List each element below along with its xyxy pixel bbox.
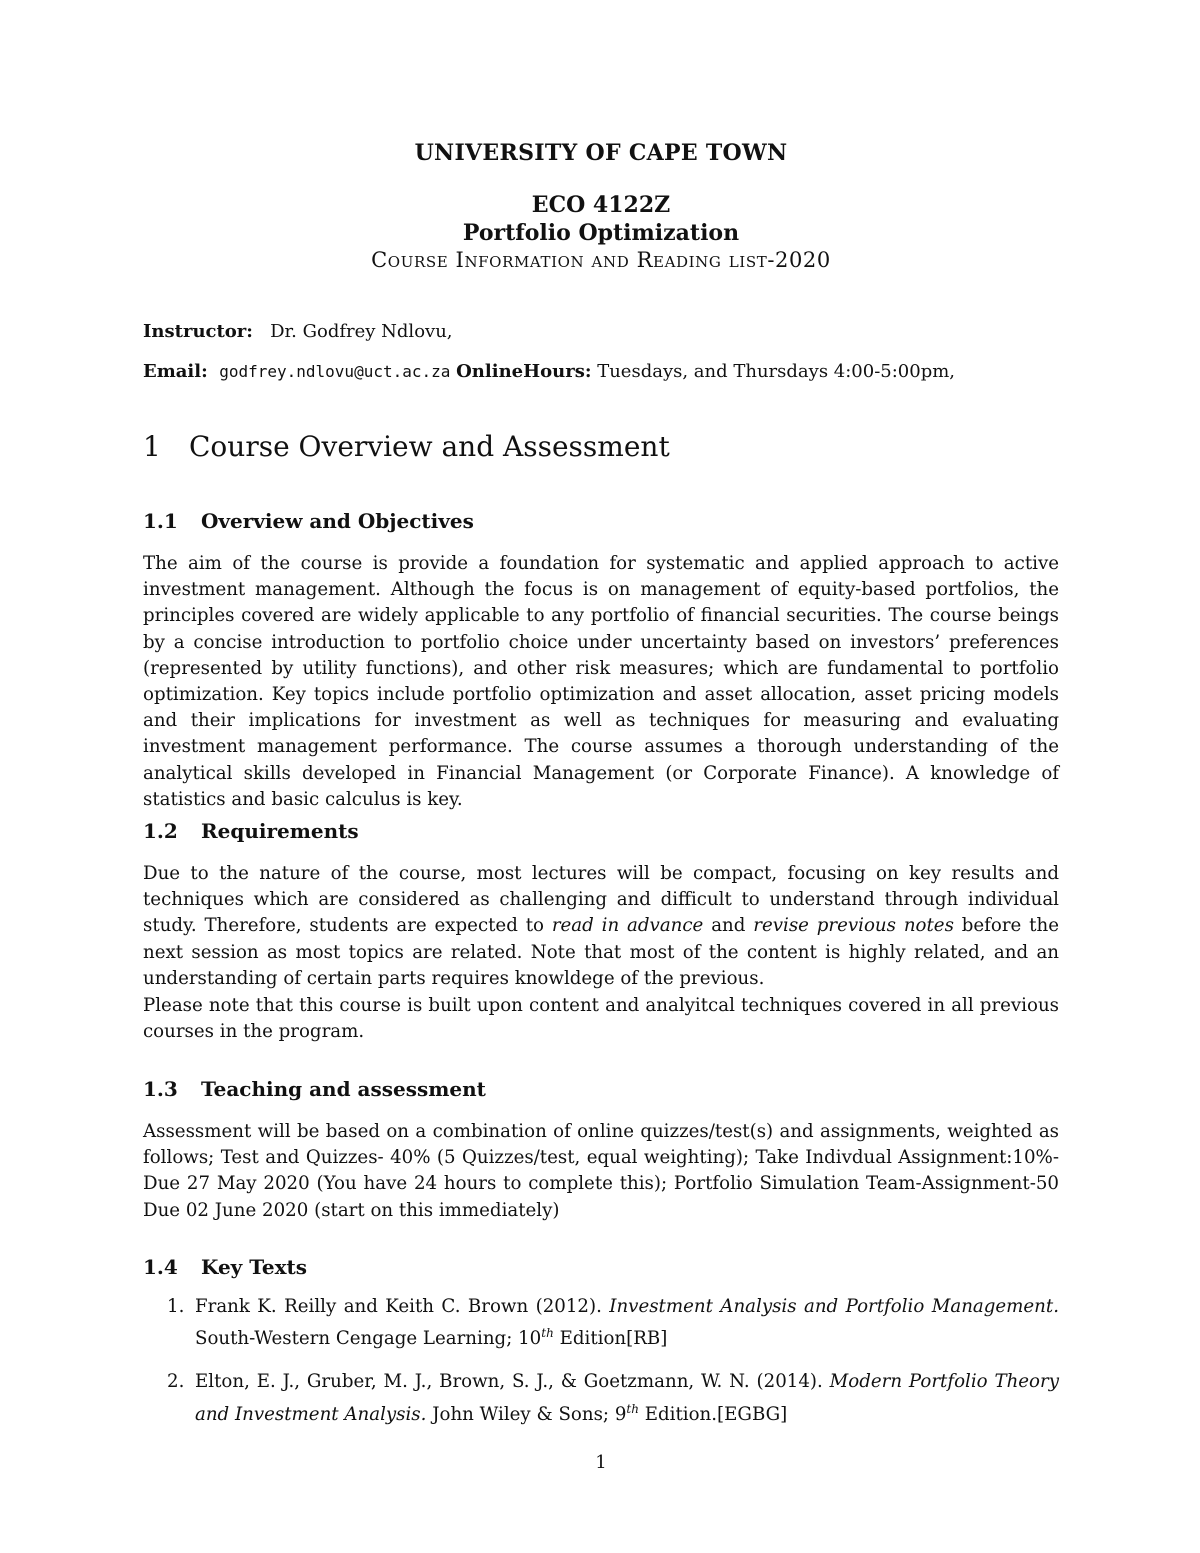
subsection-1-3-heading xyxy=(143,1077,486,1101)
subsection-number: 1.1 xyxy=(143,509,178,533)
instructor-label: Instructor: xyxy=(143,321,253,342)
subsection-number: 1.2 xyxy=(143,819,178,843)
subsection-title: Requirements xyxy=(201,819,359,843)
instructor-line xyxy=(143,321,453,342)
subsection-title: Teaching and assessment xyxy=(201,1077,486,1101)
subsection-1-4-heading xyxy=(143,1255,307,1279)
subsection-1-1-heading xyxy=(143,509,474,533)
document-subtitle: Course Information and Reading list-2020 xyxy=(371,248,831,272)
page-number: 1 xyxy=(595,1452,607,1473)
email-label: Email: xyxy=(143,361,208,382)
key-texts-list xyxy=(143,1294,1059,1428)
subsection-title: Key Texts xyxy=(201,1255,307,1279)
reference-item: 2. Elton, E. J., Gruber, M. J., Brown, S. J., & Goetzmann, W. N. (2014). Modern Portfolio Theory and Investment Analysis. John Wiley & Sons; 9th Edition.[EGBG] xyxy=(167,1371,1059,1425)
course-code: ECO 4122Z xyxy=(531,192,671,218)
assessment-paragraph: Assessment will be based on a combination of online quizzes/test(s) and assignments, weighted as follows; Test and Quizzes- 40% (5 Quizzes/test, equal weighting); Take Indivdual Assignment:10%- Due 27 May 2020 (You have 24 hours to complete this); Portfolio Simulation Team-Assignment-50 Due 02 June 2020 (start on this immediately) xyxy=(143,1121,1059,1221)
requirements-paragraph: Due to the nature of the course, most lectures will be compact, focusing on key results and techniques which are considered as challenging and difficult to understand through individual study. Therefore, students are expected to read in advance and revise previous notes before the next session as most topics are related. Note that most of the content is highly related, and an understanding of certain parts requires knowldege of the previous. xyxy=(143,863,1059,989)
hours-label: OnlineHours: xyxy=(456,361,592,382)
university-name: UNIVERSITY OF CAPE TOWN xyxy=(414,140,788,166)
reference-item: 1. Frank K. Reilly and Keith C. Brown (2012). Investment Analysis and Portfolio Management. South-Western Cengage Learning; 10th Edition[RB] xyxy=(167,1296,1059,1350)
overview-paragraph: The aim of the course is provide a foundation for systematic and applied approach to active investment management. Although the focus is on management of equity-based portfolios, the principles covered are widely applicable to any portfolio of financial securities. The course beings by a concise introduction to portfolio choice under uncertainty based on investors’ preferences (represented by utility functions), and other risk measures; which are fundamental to portfolio optimization. Key topics include portfolio optimization and asset allocation, asset pricing models and their implications for investment as well as techniques for measuring and evaluating investment management performance. The course assumes a thorough understanding of the analytical skills developed in Financial Management (or Corporate Finance). A knowledge of statistics and basic calculus is key. xyxy=(143,553,1059,810)
emphasis-revise-notes: revise previous notes xyxy=(753,915,954,937)
subsection-number: 1.4 xyxy=(143,1255,178,1279)
section-number: 1 xyxy=(143,430,161,463)
section-title: Course Overview and Assessment xyxy=(189,430,670,463)
emphasis-read-in-advance: read in advance xyxy=(551,915,704,937)
requirements-note-paragraph: Please note that this course is built upon content and analyitcal techniques covered in all previous courses in the program. xyxy=(143,995,1059,1043)
subsection-1-2-heading xyxy=(143,819,359,843)
subsection-number: 1.3 xyxy=(143,1077,178,1101)
hours-value: Tuesdays, and Thursdays 4:00-5:00pm, xyxy=(597,361,956,382)
email-line xyxy=(143,361,955,382)
course-title: Portfolio Optimization xyxy=(462,220,740,246)
subsection-title: Overview and Objectives xyxy=(201,509,474,533)
section-1-heading xyxy=(143,430,670,463)
email-link[interactable]: godfrey.ndlovu@uct.ac.za xyxy=(219,362,451,381)
reference-title: Modern Portfolio Theory and Investment Analysis. xyxy=(195,1371,1059,1425)
reference-title: Investment Analysis and Portfolio Management. xyxy=(609,1296,1059,1317)
instructor-name: Dr. Godfrey Ndlovu, xyxy=(270,321,453,342)
document-page xyxy=(143,0,1059,1553)
